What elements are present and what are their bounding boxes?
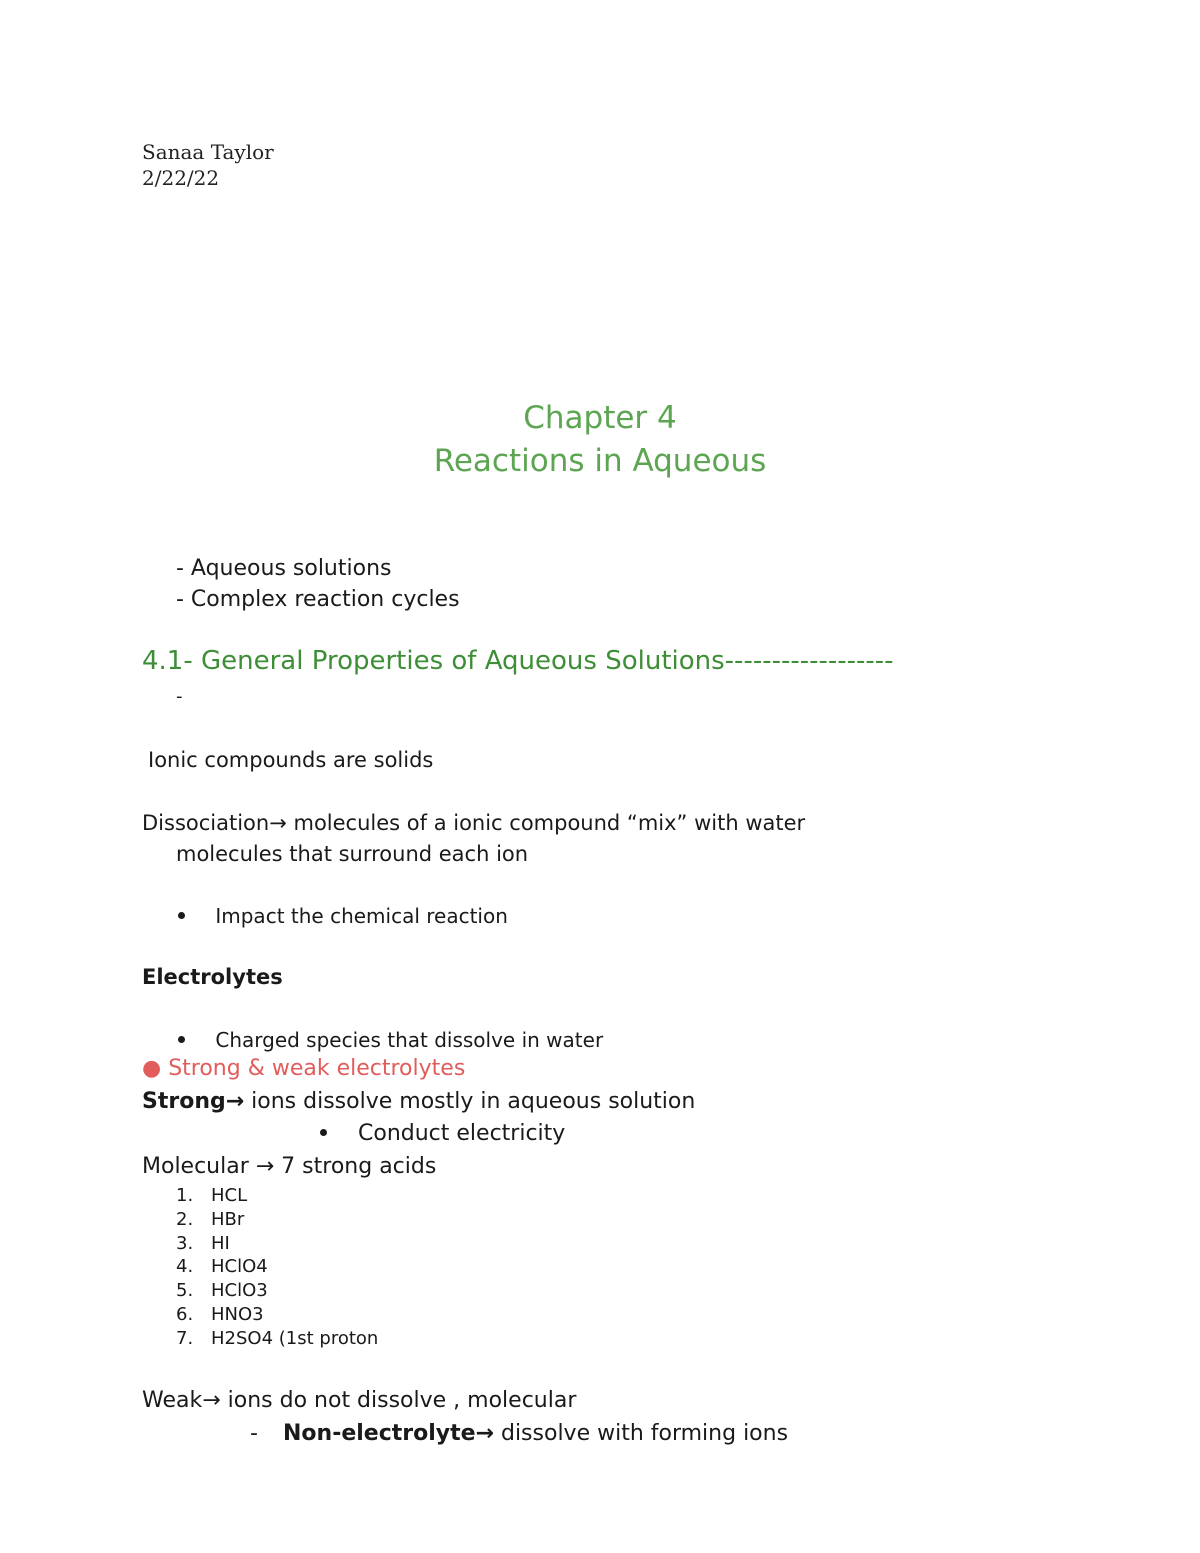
nonelectrolyte-definition: dissolve with forming ions (493, 1421, 789, 1446)
section-heading-tail: - (176, 686, 183, 707)
list-number: 3. (176, 1233, 194, 1254)
intro-item-complex: - Complex reaction cycles (176, 587, 460, 612)
bullet-icon (320, 1129, 327, 1136)
nonelectrolyte-term: Non-electrolyte→ (283, 1421, 494, 1446)
intro-item-aqueous: - Aqueous solutions (176, 556, 392, 581)
author-name: Sanaa Taylor (142, 140, 274, 164)
dissociation-continuation: molecules that surround each ion (176, 842, 529, 866)
acid-name: HNO3 (211, 1304, 264, 1325)
list-item (176, 1185, 247, 1206)
list-item (176, 1256, 268, 1277)
chapter-subtitle: Reactions in Aqueous (433, 443, 767, 479)
list-number: 4. (176, 1256, 194, 1277)
list-number: 5. (176, 1280, 194, 1301)
impact-bullet-item (178, 904, 508, 928)
acid-name: H2SO4 (1st proton (211, 1328, 379, 1349)
weak-line: Weak→ ions do not dissolve , molecular (142, 1388, 577, 1413)
ionic-compounds-line: Ionic compounds are solids (148, 748, 434, 772)
list-number: 7. (176, 1328, 194, 1349)
strong-term: Strong→ (142, 1089, 245, 1114)
list-number: 6. (176, 1304, 194, 1325)
charged-species-text: Charged species that dissolve in water (215, 1028, 604, 1052)
nonelectrolyte-dash: - (250, 1421, 258, 1446)
acid-name: HI (211, 1233, 230, 1254)
list-number: 1. (176, 1185, 194, 1206)
section-heading: 4.1- General Properties of Aqueous Solutions------------------ (142, 646, 894, 676)
impact-text: Impact the chemical reaction (215, 904, 508, 928)
molecular-line: Molecular → 7 strong acids (142, 1154, 437, 1179)
list-item (176, 1328, 378, 1349)
bullet-icon (178, 912, 185, 919)
acid-name: HClO4 (211, 1256, 268, 1277)
strong-line (142, 1089, 695, 1114)
strong-definition: ions dissolve mostly in aqueous solution (244, 1089, 696, 1114)
list-item (176, 1280, 268, 1301)
dissociation-line (142, 811, 805, 835)
dissociation-term: Dissociation→ (142, 811, 287, 835)
chapter-title: Chapter 4 (523, 400, 677, 436)
dissociation-definition: molecules of a ionic compound “mix” with water (286, 811, 806, 835)
list-number: 2. (176, 1209, 194, 1230)
charged-species-bullet-item (178, 1028, 603, 1052)
bullet-icon (178, 1036, 185, 1043)
document-date: 2/22/22 (142, 166, 220, 190)
conduct-text: Conduct electricity (358, 1121, 566, 1146)
list-item (176, 1304, 264, 1325)
nonelectrolyte-line (250, 1421, 788, 1446)
acid-name: HCL (211, 1185, 248, 1206)
conduct-bullet-item (320, 1121, 565, 1146)
list-item (176, 1233, 230, 1254)
list-item (176, 1209, 244, 1230)
acid-name: HClO3 (211, 1280, 268, 1301)
strong-weak-electrolytes: ● Strong & weak electrolytes (142, 1056, 466, 1081)
acid-name: HBr (211, 1209, 245, 1230)
electrolytes-heading: Electrolytes (142, 965, 283, 989)
